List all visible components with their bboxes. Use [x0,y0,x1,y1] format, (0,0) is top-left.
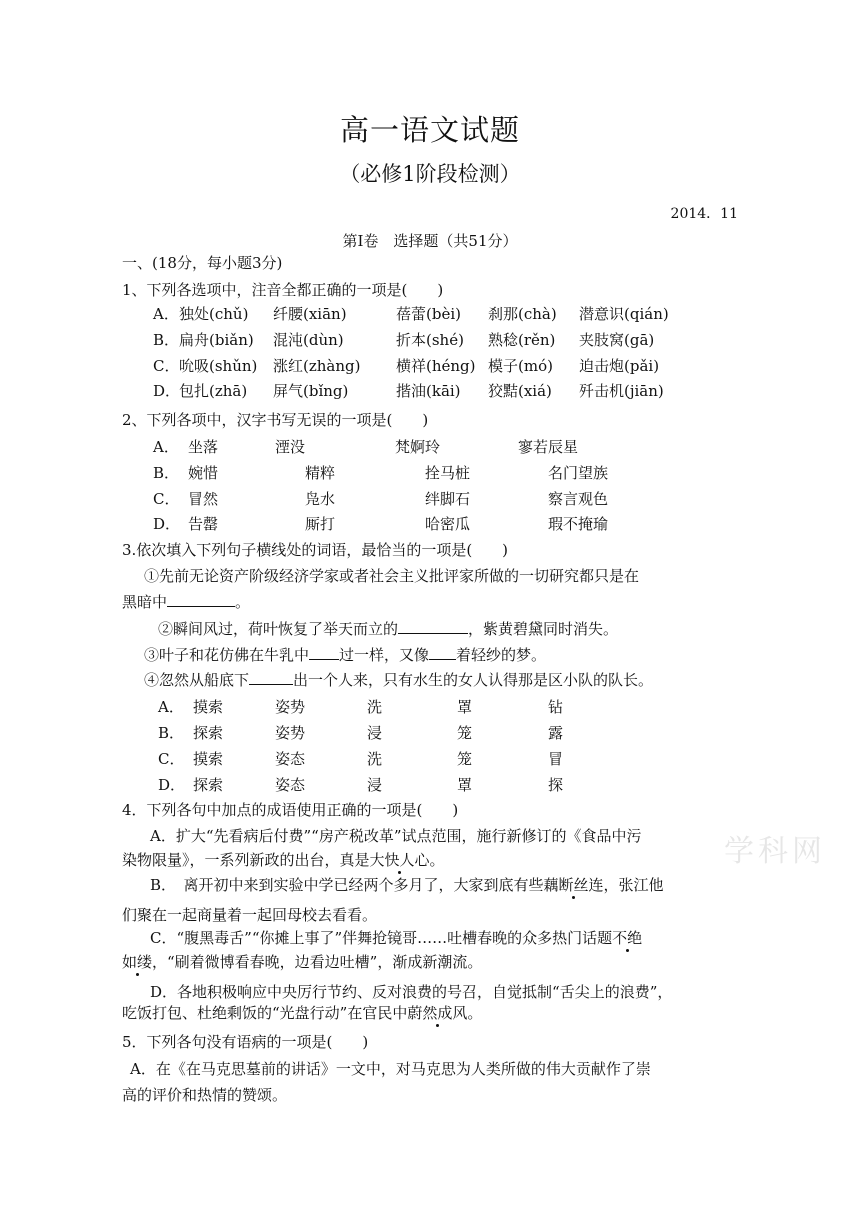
option-label: A． [153,438,179,456]
q3-sentence-3: ③叶子和花仿佛在牛乳中 过一样，又像 着轻纱的梦。 [144,646,547,664]
option-label: A． [158,698,184,716]
question-3-stem: 3.依次填入下列句子横线处的词语，最恰当的一项是( ) [122,541,509,559]
question-2-stem: 2、下列各项中，汉字书写无误的一项是( ) [122,411,429,429]
q3-option-c [158,749,618,769]
option-item: 姿态 [275,750,306,768]
option-item: 浸 [367,724,383,742]
q3-sentence-1-cont: 黑暗中 。 [122,593,251,611]
option-item: 刹那(chà) [488,305,557,323]
option-label: D． [153,515,181,533]
option-item: 夹肢窝(gā) [579,331,655,349]
q5-option-a-line-1: A．在《在马克思墓前的讲话》一文中，对马克思为人类所做的伟大贡献作了崇 [130,1060,651,1078]
option-item: 扁舟(biǎn) [179,331,254,349]
fill-blank [309,645,339,660]
q1-option-c [153,356,713,376]
question-1-stem: 1、下列各选项中，注音全都正确的一项是( ) [122,281,444,299]
option-item: 钻 [548,698,564,716]
dotted-idiom: 大快人心 [369,851,430,869]
q1-option-d [153,381,713,401]
option-item: 涨红(zhàng) [273,357,361,375]
option-item: 洗 [367,698,383,716]
q3-option-a [158,697,618,717]
page-title: 高一语文试题 [339,113,520,147]
option-item: 罩 [457,776,473,794]
option-item: 蓓蕾(bèi) [396,305,461,323]
option-item: 精粹 [305,464,336,482]
option-label: B． [153,331,180,349]
fill-blank [167,592,235,607]
q3-sentence-2: ②瞬间风过，荷叶恢复了举天而立的 ，紫黄碧黛同时消失。 [158,620,619,638]
dotted-idiom: 如缕 [122,953,153,971]
option-item: 罩 [457,698,473,716]
q1-option-b [153,330,713,350]
option-item: 湮没 [275,438,306,456]
question-5-stem: 5．下列各句没有语病的一项是( ) [122,1033,369,1051]
q4-option-a-line-1: A．扩大“先看病后付费”“房产税改革”试点范围，施行新修订的《食品中污 [150,827,642,845]
option-item: 折本(shé) [396,331,464,349]
fill-blank [429,645,456,660]
option-item: 凫水 [305,490,336,508]
option-item: 姿态 [275,776,306,794]
option-label: D． [158,776,186,794]
option-item: 冒 [548,750,564,768]
option-item: 屏气(bǐng) [273,382,349,400]
fill-blank [249,670,293,685]
option-item: 熟稔(rěn) [488,331,556,349]
option-item: 吮吸(shǔn) [179,357,258,375]
q3-option-b [158,723,618,743]
q4-option-d-line-2: 吃饭打包、杜绝剩饭的“光盘行动”在官民中蔚然成风。 [122,1004,483,1022]
page-subtitle: （必修1阶段检测） [339,162,521,186]
q4-option-d-line-1: D．各地积极响应中央厉行节约、反对浪费的号召，自觉抵制“舌尖上的浪费”， [150,983,673,1001]
dotted-idiom: 不绝 [612,929,643,947]
option-item: 纤腰(xiān) [273,305,347,323]
option-item: 探 [548,776,564,794]
option-item: 告罄 [188,515,219,533]
option-item: 狡黠(xiá) [488,382,552,400]
q3-option-d [158,775,618,795]
option-item: 迫击炮(pǎi) [579,357,660,375]
option-item: 摸索 [193,750,224,768]
option-item: 察言观色 [548,490,609,508]
option-item: 坐落 [188,438,219,456]
part-heading: 第Ⅰ卷 选择题（共51分） [342,232,518,250]
option-label: C． [153,490,180,508]
option-item: 厮打 [305,515,336,533]
option-item: 歼击机(jiān) [579,382,664,400]
option-item: 笼 [457,750,473,768]
dotted-idiom: 藕断丝连 [543,876,604,894]
option-item: 名门望族 [548,464,609,482]
q4-option-b-line-1: B． 离开初中来到实验中学已经两个多月了，大家到底有些藕断丝连，张江他 [150,876,664,894]
q4-option-c-line-2: 如缕，“刷着微博看春晚，边看边吐槽”，渐成新潮流。 [122,953,483,971]
option-item: 露 [548,724,564,742]
dotted-idiom: 蔚然成风 [407,1004,468,1022]
q2-option-a [153,437,653,457]
option-item: 横祥(héng) [396,357,476,375]
option-item: 摸索 [193,698,224,716]
option-label: B． [153,464,180,482]
option-item: 揩油(kāi) [396,382,461,400]
option-item: 哈密瓜 [425,515,471,533]
question-4-stem: 4．下列各句中加点的成语使用正确的一项是( ) [122,801,459,819]
option-item: 包扎(zhā) [179,382,248,400]
option-item: 模子(mó) [488,357,553,375]
option-item: 梵婀玲 [395,438,441,456]
q2-option-c [153,489,653,509]
option-item: 笼 [457,724,473,742]
option-item: 寥若辰星 [518,438,579,456]
option-item: 姿势 [275,724,306,742]
q5-option-a-line-2: 高的评价和热情的赞颂。 [122,1086,288,1104]
option-label: B． [158,724,185,742]
option-item: 潜意识(qián) [579,305,669,323]
fill-blank [398,619,468,634]
option-label: D． [153,382,181,400]
option-item: 瑕不掩瑜 [548,515,609,533]
option-item: 冒然 [188,490,219,508]
option-item: 混沌(dùn) [273,331,344,349]
option-item: 探索 [193,776,224,794]
q3-sentence-4: ④忽然从船底下 出一个人来，只有水生的女人认得那是区小队的队长。 [144,671,654,689]
q2-option-d [153,514,653,534]
option-item: 婉惜 [188,464,219,482]
q4-option-c-line-1: C．“腹黑毒舌”“你摊上事了”伴舞抢镜哥……吐槽春晚的众多热门话题不绝 [150,929,643,947]
option-item: 独处(chǔ) [179,305,249,323]
watermark: 学科网 [724,834,826,869]
option-item: 浸 [367,776,383,794]
exam-date: 2014．11 [670,206,738,222]
q3-sentence-1: ①先前无论资产阶级经济学家或者社会主义批评家所做的一切研究都只是在 [144,567,640,585]
section-heading: 一、(18分，每小题3分) [122,254,283,272]
q4-option-b-line-2: 们聚在一起商量着一起回母校去看看。 [122,906,378,924]
option-label: C． [153,357,180,375]
option-label: A． [153,305,179,323]
q2-option-b [153,463,653,483]
option-item: 绊脚石 [425,490,471,508]
option-item: 拴马桩 [425,464,471,482]
option-item: 姿势 [275,698,306,716]
option-item: 洗 [367,750,383,768]
q1-option-a [153,304,713,324]
option-label: C． [158,750,185,768]
q4-option-a-line-2: 染物限量》，一系列新政的出台，真是大快人心。 [122,851,445,869]
option-item: 探索 [193,724,224,742]
